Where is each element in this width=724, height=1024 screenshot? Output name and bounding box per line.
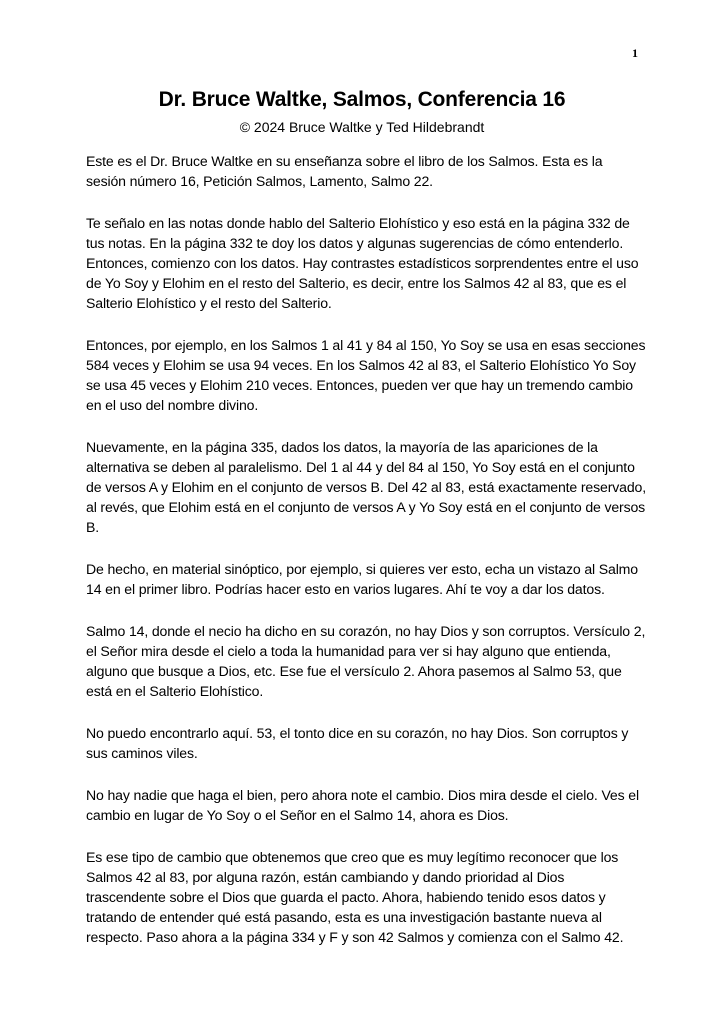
paragraph: No hay nadie que haga el bien, pero ahora note el cambio. Dios mira desde el cielo. Ves el cambio en lugar de Yo Soy o el Señor en el Salmo 14, ahora es Dios.: [86, 787, 639, 823]
paragraph: De hecho, en material sinóptico, por ejemplo, si quieres ver esto, echa un vistazo al Salmo 14 en el primer libro. Podrías hacer esto en varios lugares. Ahí te voy a dar los datos.: [86, 561, 638, 597]
paragraph: Entonces, por ejemplo, en los Salmos 1 al 41 y 84 al 150, Yo Soy se usa en esas secciones 584 veces y Elohim se usa 94 veces. En los Salmos 42 al 83, el Salterio Elohístico Yo Soy se usa 45 veces y Elohim 210 veces. Entonces, pueden ver que hay un tremendo cambio en el uso del nombre divino.: [86, 337, 646, 413]
paragraph: Este es el Dr. Bruce Waltke en su enseñanza sobre el libro de los Salmos. Esta es la sesión número 16, Petición Salmos, Lamento, Salmo 22.: [86, 153, 603, 189]
paragraph: Es ese tipo de cambio que obtenemos que creo que es muy legítimo reconocer que los Salmos 42 al 83, por alguna razón, están cambiando y dando prioridad al Dios trascendente sobre el Dios que guarda el pacto. Ahora, habiendo tenido esos datos y tratando de entender qué está pasando, esta es una investigación bastante nueva al respecto. Paso ahora a la página 334 y F y son 42 Salmos y comienza con el Salmo 42.: [86, 849, 624, 945]
document-title: Dr. Bruce Waltke, Salmos, Conferencia 16: [158, 88, 566, 111]
paragraph: No puedo encontrarlo aquí. 53, el tonto dice en su corazón, no hay Dios. Son corruptos y sus caminos viles.: [86, 725, 629, 761]
copyright-line: © 2024 Bruce Waltke y Ted Hildebrandt: [239, 119, 485, 135]
document-body: [86, 151, 646, 969]
paragraph: Nuevamente, en la página 335, dados los datos, la mayoría de las apariciones de la alternativa se deben al paralelismo. Del 1 al 44 y del 84 al 150, Yo Soy está en el conjunto de versos A y Elohim en el conjunto de versos B. Del 42 al 83, está exactamente reservado, al revés, que Elohim está en el conjunto de versos A y Yo Soy está en el conjunto de versos B.: [86, 439, 646, 535]
paragraph: Salmo 14, donde el necio ha dicho en su corazón, no hay Dios y son corruptos. Versículo 2, el Señor mira desde el cielo a toda la humanidad para ver si hay alguno que entienda, alguno que busque a Dios, etc. Ese fue el versículo 2. Ahora pasemos al Salmo 53, que está en el Salterio Elohístico.: [86, 623, 646, 699]
page-number: 1: [632, 46, 638, 60]
paragraph: Te señalo en las notas donde hablo del Salterio Elohístico y eso está en la página 332 de tus notas. En la página 332 te doy los datos y algunas sugerencias de cómo entenderlo. Entonces, comienzo con los datos. Hay contrastes estadísticos sorprendentes entre el uso de Yo Soy y Elohim en el resto del Salterio, es decir, entre los Salmos 42 al 83, que es el Salterio Elohístico y el resto del Salterio.: [86, 215, 639, 311]
